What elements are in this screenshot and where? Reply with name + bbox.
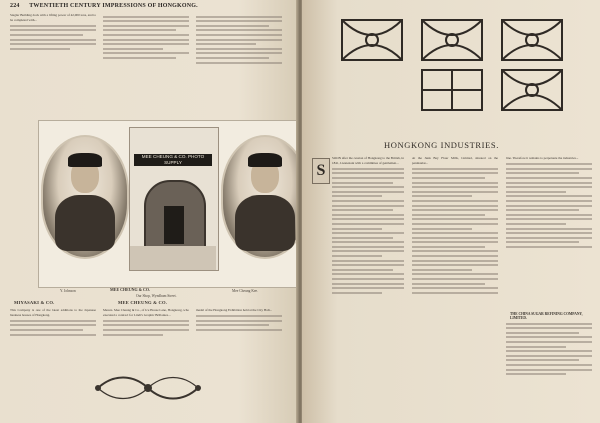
left-col3-bottom-text: medal of the Hongkong Exhibition held at the City Hall... — [196, 308, 272, 312]
right-col1-text: SOON after the cession of Hongkong to the British, in 1841, Lieutenant with a committee of gentlemen... — [332, 156, 404, 165]
caption-right: Mee Cheung Kee. — [232, 289, 259, 293]
right-col3 — [506, 156, 592, 250]
right-col1 — [332, 156, 404, 296]
left-col3-bottom — [196, 308, 282, 334]
portrait-left — [41, 135, 129, 259]
left-col2-bottom-text: Messrs. Mee Cheung & Co., of Ice House Lane, Hongkong, who executed a contract for Lindt's Graphic Brillantes... — [103, 308, 189, 317]
section-heading-center: MEE CHEUNG & CO. — [118, 300, 168, 305]
running-head-title: TWENTIETH CENTURY IMPRESSIONS OF HONGKONG. — [29, 3, 198, 9]
left-col1-bottom-text: This Company is one of the latest additions to the Japanese business houses of Hongkong. — [10, 308, 96, 317]
page-number: 224 — [10, 3, 20, 9]
left-col1-top — [10, 13, 96, 52]
right-col2-text: At the Junk Bay Flour Mills, Limited, situated on the peninsular... — [412, 156, 498, 165]
right-col3-bottom — [506, 320, 592, 378]
right-page — [302, 0, 600, 423]
running-head — [10, 3, 198, 9]
shop-photo — [129, 127, 219, 271]
photo-plate — [38, 120, 298, 288]
tailpiece-ornament — [88, 370, 208, 406]
caption-center: Our Shop, Wyndham Street. — [136, 294, 177, 298]
left-col2-top — [103, 13, 189, 62]
subsection-heading: THE CHINA SUGAR REFINING COMPANY, LIMITED. — [510, 312, 583, 320]
right-col2 — [412, 156, 498, 296]
plate-title: MEE CHEUNG & CO. — [110, 287, 150, 292]
caption-left: Y. Johnson — [60, 289, 76, 293]
drop-cap: S — [312, 158, 330, 184]
left-page — [0, 0, 298, 423]
section-heading-left: MIYASAKI & CO. — [14, 300, 55, 305]
shop-sign: MEE CHEUNG & CO. PHOTO SUPPLY — [134, 154, 212, 166]
page-title: HONGKONG INDUSTRIES. — [384, 140, 499, 150]
left-col1-top-text: Siegler Building dock with a lifting power of 42,000 tons, and to be completed with... — [10, 13, 96, 22]
right-col3-text: line. Therefore it remains to perpetuate the industries... — [506, 156, 579, 160]
left-col2-bottom — [103, 308, 189, 338]
left-col3-top — [196, 13, 282, 66]
portrait-right — [221, 135, 298, 259]
headpiece-ornament — [302, 0, 600, 136]
left-col1-bottom — [10, 308, 96, 338]
